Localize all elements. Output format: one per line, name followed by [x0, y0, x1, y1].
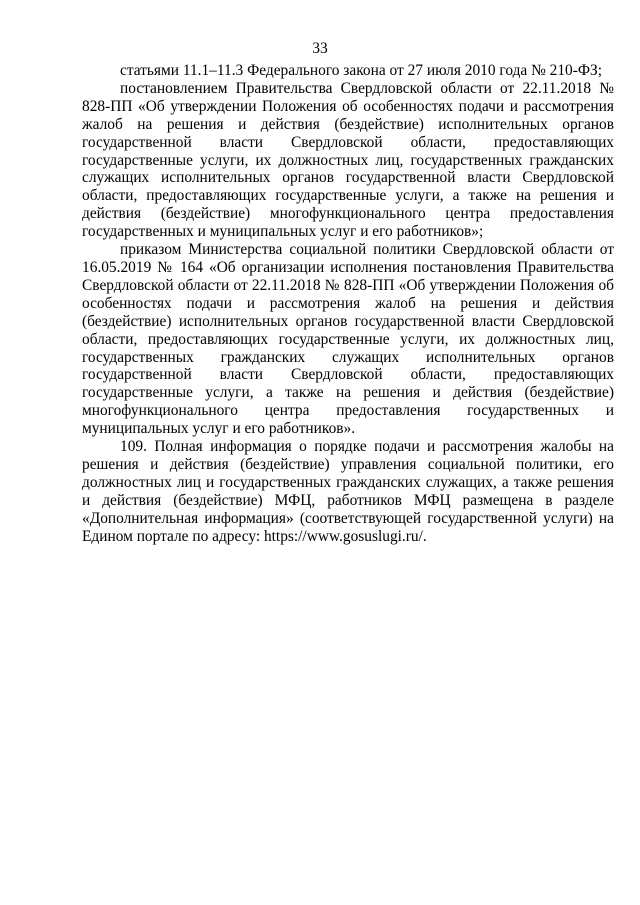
paragraph-federal-law-reference: статьями 11.1–11.3 Федерального закона от 27 июля 2010 года № 210-ФЗ;: [120, 62, 602, 79]
paragraph-109-complaint-info: 109. Полная информация о порядке подачи и рассмотрения жалобы на решения и действия (бездействие) управления социальной политики, его должностных лиц и государственных гражданских служащих, а также решения и действия (бездействие) МФЦ, работников МФЦ размещена в разделе «Дополнительная информация» (соответствующей государственной услуги) на Едином портале по адресу: https://www.gosuslugi.ru/.: [82, 438, 614, 545]
paragraph-ministry-order: приказом Министерства социальной политики Свердловской области от 16.05.2019 № 164 «Об организации исполнения постановления Правительства Свердловской области от 22.11.2018 № 828-ПП «Об утверждении Положения об особенностях подачи и рассмотрения жалоб на решения и действия (бездействие) исполнительных органов государственной власти Свердловской области, предоставляющих государственные услуги, их должностных лиц, государственных гражданских служащих исполнительных органов государственной власти Свердловской области, предоставляющих государственные услуги, а также на решения и действия (бездействие) многофункционального центра предоставления государственных и муниципальных услуг и его работников».: [82, 241, 614, 438]
paragraph-government-resolution: постановлением Правительства Свердловской области от 22.11.2018 № 828-ПП «Об утверждении Положения об особенностях подачи и рассмотрения жалоб на решения и действия (бездействие) исполнительных органов государственной власти Свердловской области, предоставляющих государственные услуги, их должностных лиц, государственных гражданских служащих исполнительных органов государственной власти Свердловской области, предоставляющих государственные услуги, а также на решения и действия (бездействие) многофункционального центра предоставления государственных и муниципальных услуг и его работников»;: [82, 79, 614, 241]
page-number: 33: [312, 40, 328, 57]
document-body: [82, 62, 614, 545]
